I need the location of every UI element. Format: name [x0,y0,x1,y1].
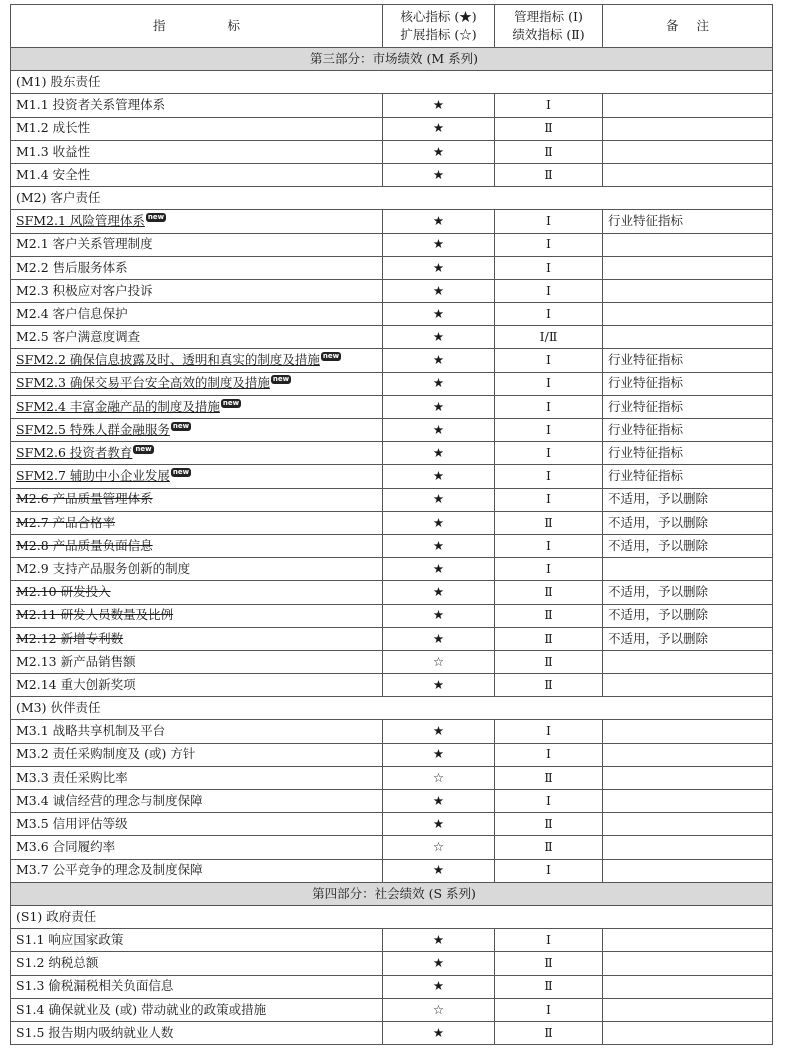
table-body [11,48,773,1045]
indicator-name: SFM2.6 投资者教育 [16,445,133,461]
remark-cell [603,94,773,117]
indicator-name-cell [11,534,383,557]
core-star-icon: ★ [383,117,495,140]
table-row [11,465,773,488]
indicator-name: M3.6 合同履约率 [16,839,116,855]
indicator-type-cell: Ⅰ [495,94,603,117]
indicator-name: SFM2.1 风险管理体系 [16,213,145,229]
indicator-name: M3.7 公平竞争的理念及制度保障 [16,862,203,878]
table-row [11,859,773,882]
indicator-name-cell [11,465,383,488]
remark-cell [603,650,773,673]
remark-cell: 不适用，予以删除 [603,488,773,511]
indicator-name: M2.11 研发人员数量及比例 [16,607,174,623]
remark-cell [603,1021,773,1044]
table-row [11,117,773,140]
new-badge: new [172,421,190,430]
core-star-icon: ★ [383,163,495,186]
group-row [11,187,773,210]
table-row [11,303,773,326]
indicator-name-cell [11,210,383,233]
core-star-icon: ★ [383,303,495,326]
indicator-name: M2.7 产品合格率 [16,514,116,530]
group-title: (M2) 客户责任 [11,187,773,210]
table-row [11,94,773,117]
indicator-name-cell [11,813,383,836]
indicator-type-cell: Ⅰ [495,929,603,952]
core-star-icon: ★ [383,326,495,349]
header-performance-label: 绩效指标 (Ⅱ) [512,27,585,42]
indicator-type-cell: Ⅱ [495,836,603,859]
core-star-icon: ★ [383,465,495,488]
indicator-name-cell [11,117,383,140]
header-management-performance [495,5,603,48]
indicator-type-cell: Ⅰ [495,395,603,418]
table-row [11,395,773,418]
table-row [11,349,773,372]
indicator-name-cell [11,1021,383,1044]
indicator-name-cell [11,256,383,279]
remark-cell [603,279,773,302]
indicator-name: SFM2.3 确保交易平台安全高效的制度及措施 [16,375,270,391]
indicator-name: S1.5 报告期内吸纳就业人数 [16,1024,174,1040]
indicator-name: M2.9 支持产品服务创新的制度 [16,560,191,576]
table-row [11,813,773,836]
table-row [11,140,773,163]
core-star-icon: ★ [383,442,495,465]
remark-cell [603,720,773,743]
core-star-icon: ★ [383,279,495,302]
indicator-name-cell [11,94,383,117]
remark-cell [603,743,773,766]
new-badge: new [135,445,152,454]
core-star-icon: ★ [383,1021,495,1044]
table-row [11,975,773,998]
indicator-name-cell [11,372,383,395]
indicator-name-cell [11,998,383,1021]
remark-cell: 行业特征指标 [603,395,773,418]
table-row [11,674,773,697]
table-row [11,256,773,279]
remark-cell [603,303,773,326]
remark-cell: 行业特征指标 [603,349,773,372]
indicator-name: SFM2.7 辅助中小企业发展 [16,468,170,484]
indicator-type-cell: Ⅱ [495,581,603,604]
table-row [11,743,773,766]
table-row [11,326,773,349]
header-remark: 备注 [603,5,773,48]
indicator-type-cell: Ⅱ [495,650,603,673]
indicator-name-cell [11,790,383,813]
extended-star-icon: ☆ [383,836,495,859]
indicator-name: S1.1 响应国家政策 [16,931,124,947]
indicator-name-cell [11,859,383,882]
indicator-type-cell: Ⅱ [495,511,603,534]
indicator-name: S1.3 偷税漏税相关负面信息 [16,978,174,994]
indicator-name-cell [11,627,383,650]
remark-cell [603,952,773,975]
table-row [11,442,773,465]
indicator-type-cell: Ⅰ [495,859,603,882]
table-row [11,581,773,604]
remark-cell: 不适用，予以删除 [603,511,773,534]
remark-cell [603,998,773,1021]
core-star-icon: ★ [383,233,495,256]
remark-cell: 不适用，予以删除 [603,627,773,650]
core-star-icon: ★ [383,743,495,766]
indicator-name-cell [11,140,383,163]
indicator-name: M1.3 收益性 [16,143,91,159]
remark-cell [603,674,773,697]
indicator-name: SFM2.5 特殊人群金融服务 [16,421,170,437]
remark-cell [603,859,773,882]
indicator-name: SFM2.2 确保信息披露及时、透明和真实的制度及措施 [16,352,320,368]
core-star-icon: ★ [383,419,495,442]
indicator-type-cell: Ⅰ [495,465,603,488]
indicator-type-cell: Ⅰ/Ⅱ [495,326,603,349]
indicator-type-cell: Ⅰ [495,720,603,743]
table-row [11,627,773,650]
table-row [11,163,773,186]
indicator-type-cell: Ⅱ [495,952,603,975]
indicator-type-cell: Ⅰ [495,743,603,766]
core-star-icon: ★ [383,604,495,627]
indicator-name-cell [11,233,383,256]
indicator-name-cell [11,349,383,372]
indicator-table [10,4,773,1045]
core-star-icon: ★ [383,859,495,882]
remark-cell [603,233,773,256]
indicator-type-cell: Ⅱ [495,627,603,650]
indicator-type-cell: Ⅰ [495,558,603,581]
extended-star-icon: ☆ [383,998,495,1021]
indicator-type-cell: Ⅰ [495,233,603,256]
core-star-icon: ★ [383,952,495,975]
remark-cell [603,163,773,186]
indicator-type-cell: Ⅱ [495,813,603,836]
new-badge: new [147,213,165,222]
indicator-name: M3.2 责任采购制度及 (或) 方针 [16,746,196,762]
section-part-row [11,882,773,905]
indicator-name-cell [11,395,383,418]
indicator-name-cell [11,650,383,673]
core-star-icon: ★ [383,720,495,743]
indicator-type-cell: Ⅰ [495,998,603,1021]
core-star-icon: ★ [383,558,495,581]
remark-cell [603,256,773,279]
indicator-name-cell [11,558,383,581]
table-row [11,836,773,859]
table-row [11,233,773,256]
indicator-type-cell: Ⅰ [495,372,603,395]
core-star-icon: ★ [383,140,495,163]
table-row [11,998,773,1021]
indicator-name: M3.3 责任采购比率 [16,769,128,785]
indicator-type-cell: Ⅰ [495,303,603,326]
indicator-name: M1.4 安全性 [16,166,91,182]
core-star-icon: ★ [383,674,495,697]
group-title: (S1) 政府责任 [11,905,773,928]
table-row [11,534,773,557]
new-badge: new [322,352,340,361]
header-management-label: 管理指标 (Ⅰ) [514,9,583,24]
indicator-name-cell [11,604,383,627]
group-row [11,71,773,94]
core-star-icon: ★ [383,790,495,813]
table-row [11,210,773,233]
remark-cell [603,766,773,789]
indicator-type-cell: Ⅱ [495,674,603,697]
core-star-icon: ★ [383,256,495,279]
indicator-name: S1.2 纳税总额 [16,955,99,971]
indicator-name: M2.12 新增专利数 [16,630,124,646]
indicator-name: S1.4 确保就业及 (或) 带动就业的政策或措施 [16,1001,267,1017]
section-part-title: 第三部分：市场绩效 (M 系列) [11,48,773,71]
remark-cell: 行业特征指标 [603,210,773,233]
core-star-icon: ★ [383,929,495,952]
section-part-title: 第四部分：社会绩效 (S 系列) [11,882,773,905]
extended-star-icon: ☆ [383,766,495,789]
indicator-name-cell [11,743,383,766]
indicator-name-cell [11,419,383,442]
indicator-name: M2.5 客户满意度调查 [16,329,141,345]
header-core-label: 核心指标 (★) [400,9,477,24]
remark-cell: 不适用，予以删除 [603,534,773,557]
section-part-row [11,48,773,71]
indicator-type-cell: Ⅱ [495,163,603,186]
indicator-name: M3.5 信用评估等级 [16,816,128,832]
table-row [11,558,773,581]
header-indicator: 指标 [11,5,383,48]
indicator-name-cell [11,952,383,975]
indicator-type-cell: Ⅰ [495,534,603,557]
remark-cell [603,836,773,859]
core-star-icon: ★ [383,210,495,233]
table-row [11,604,773,627]
indicator-type-cell: Ⅰ [495,210,603,233]
indicator-name-cell [11,720,383,743]
new-badge: new [172,468,190,477]
remark-cell [603,140,773,163]
remark-cell [603,975,773,998]
indicator-name: M2.3 积极应对客户投诉 [16,282,153,298]
indicator-type-cell: Ⅰ [495,279,603,302]
header-core-extended [383,5,495,48]
indicator-name: M1.2 成长性 [16,120,91,136]
remark-cell: 行业特征指标 [603,442,773,465]
remark-cell [603,558,773,581]
indicator-type-cell: Ⅰ [495,488,603,511]
indicator-name: M2.14 重大创新奖项 [16,676,136,692]
core-star-icon: ★ [383,581,495,604]
indicator-name-cell [11,326,383,349]
table-row [11,766,773,789]
remark-cell [603,326,773,349]
table-row [11,279,773,302]
table-row [11,929,773,952]
new-badge: new [272,375,290,384]
indicator-name: M2.10 研发投入 [16,584,111,600]
core-star-icon: ★ [383,349,495,372]
indicator-name-cell [11,163,383,186]
group-row [11,905,773,928]
table-row [11,650,773,673]
core-star-icon: ★ [383,94,495,117]
indicator-name-cell [11,674,383,697]
remark-cell: 行业特征指标 [603,419,773,442]
core-star-icon: ★ [383,488,495,511]
extended-star-icon: ☆ [383,650,495,673]
indicator-name-cell [11,303,383,326]
remark-cell [603,790,773,813]
indicator-name: M2.6 产品质量管理体系 [16,491,153,507]
remark-cell: 行业特征指标 [603,465,773,488]
indicator-name-cell [11,488,383,511]
group-title: (M3) 伙伴责任 [11,697,773,720]
indicator-name: M2.1 客户关系管理制度 [16,236,153,252]
indicator-type-cell: Ⅱ [495,1021,603,1044]
indicator-name-cell [11,929,383,952]
table-row [11,952,773,975]
remark-cell: 不适用，予以删除 [603,604,773,627]
indicator-name: M3.4 诚信经营的理念与制度保障 [16,792,203,808]
table-row [11,511,773,534]
indicator-name-cell [11,766,383,789]
table-header-row [11,5,773,48]
indicator-name-cell [11,442,383,465]
indicator-name-cell [11,279,383,302]
core-star-icon: ★ [383,372,495,395]
table-row [11,419,773,442]
table-row [11,372,773,395]
indicator-name: M2.13 新产品销售额 [16,653,136,669]
indicator-name: M2.8 产品质量负面信息 [16,537,153,553]
header-extended-label: 扩展指标 (☆) [400,27,477,42]
remark-cell: 行业特征指标 [603,372,773,395]
indicator-type-cell: Ⅰ [495,419,603,442]
group-title: (M1) 股东责任 [11,71,773,94]
indicator-name-cell [11,975,383,998]
indicator-type-cell: Ⅰ [495,256,603,279]
new-badge: new [222,398,240,407]
indicator-type-cell: Ⅰ [495,442,603,465]
indicator-type-cell: Ⅱ [495,604,603,627]
indicator-type-cell: Ⅰ [495,349,603,372]
indicator-name-cell [11,511,383,534]
indicator-type-cell: Ⅰ [495,790,603,813]
table-row [11,720,773,743]
core-star-icon: ★ [383,975,495,998]
table-row [11,1021,773,1044]
indicator-name-cell [11,836,383,859]
table-row [11,790,773,813]
remark-cell [603,813,773,836]
group-row [11,697,773,720]
core-star-icon: ★ [383,534,495,557]
table-row [11,488,773,511]
indicator-name: M2.2 售后服务体系 [16,259,128,275]
indicator-type-cell: Ⅱ [495,766,603,789]
indicator-name-cell [11,581,383,604]
core-star-icon: ★ [383,813,495,836]
remark-cell [603,117,773,140]
indicator-type-cell: Ⅱ [495,117,603,140]
remark-cell [603,929,773,952]
indicator-name: M1.1 投资者关系管理体系 [16,97,166,113]
core-star-icon: ★ [383,511,495,534]
core-star-icon: ★ [383,395,495,418]
core-star-icon: ★ [383,627,495,650]
indicator-name: M2.4 客户信息保护 [16,305,128,321]
indicator-name: SFM2.4 丰富金融产品的制度及措施 [16,398,220,414]
remark-cell: 不适用，予以删除 [603,581,773,604]
indicator-name: M3.1 战略共享机制及平台 [16,723,166,739]
indicator-type-cell: Ⅱ [495,975,603,998]
indicator-type-cell: Ⅱ [495,140,603,163]
